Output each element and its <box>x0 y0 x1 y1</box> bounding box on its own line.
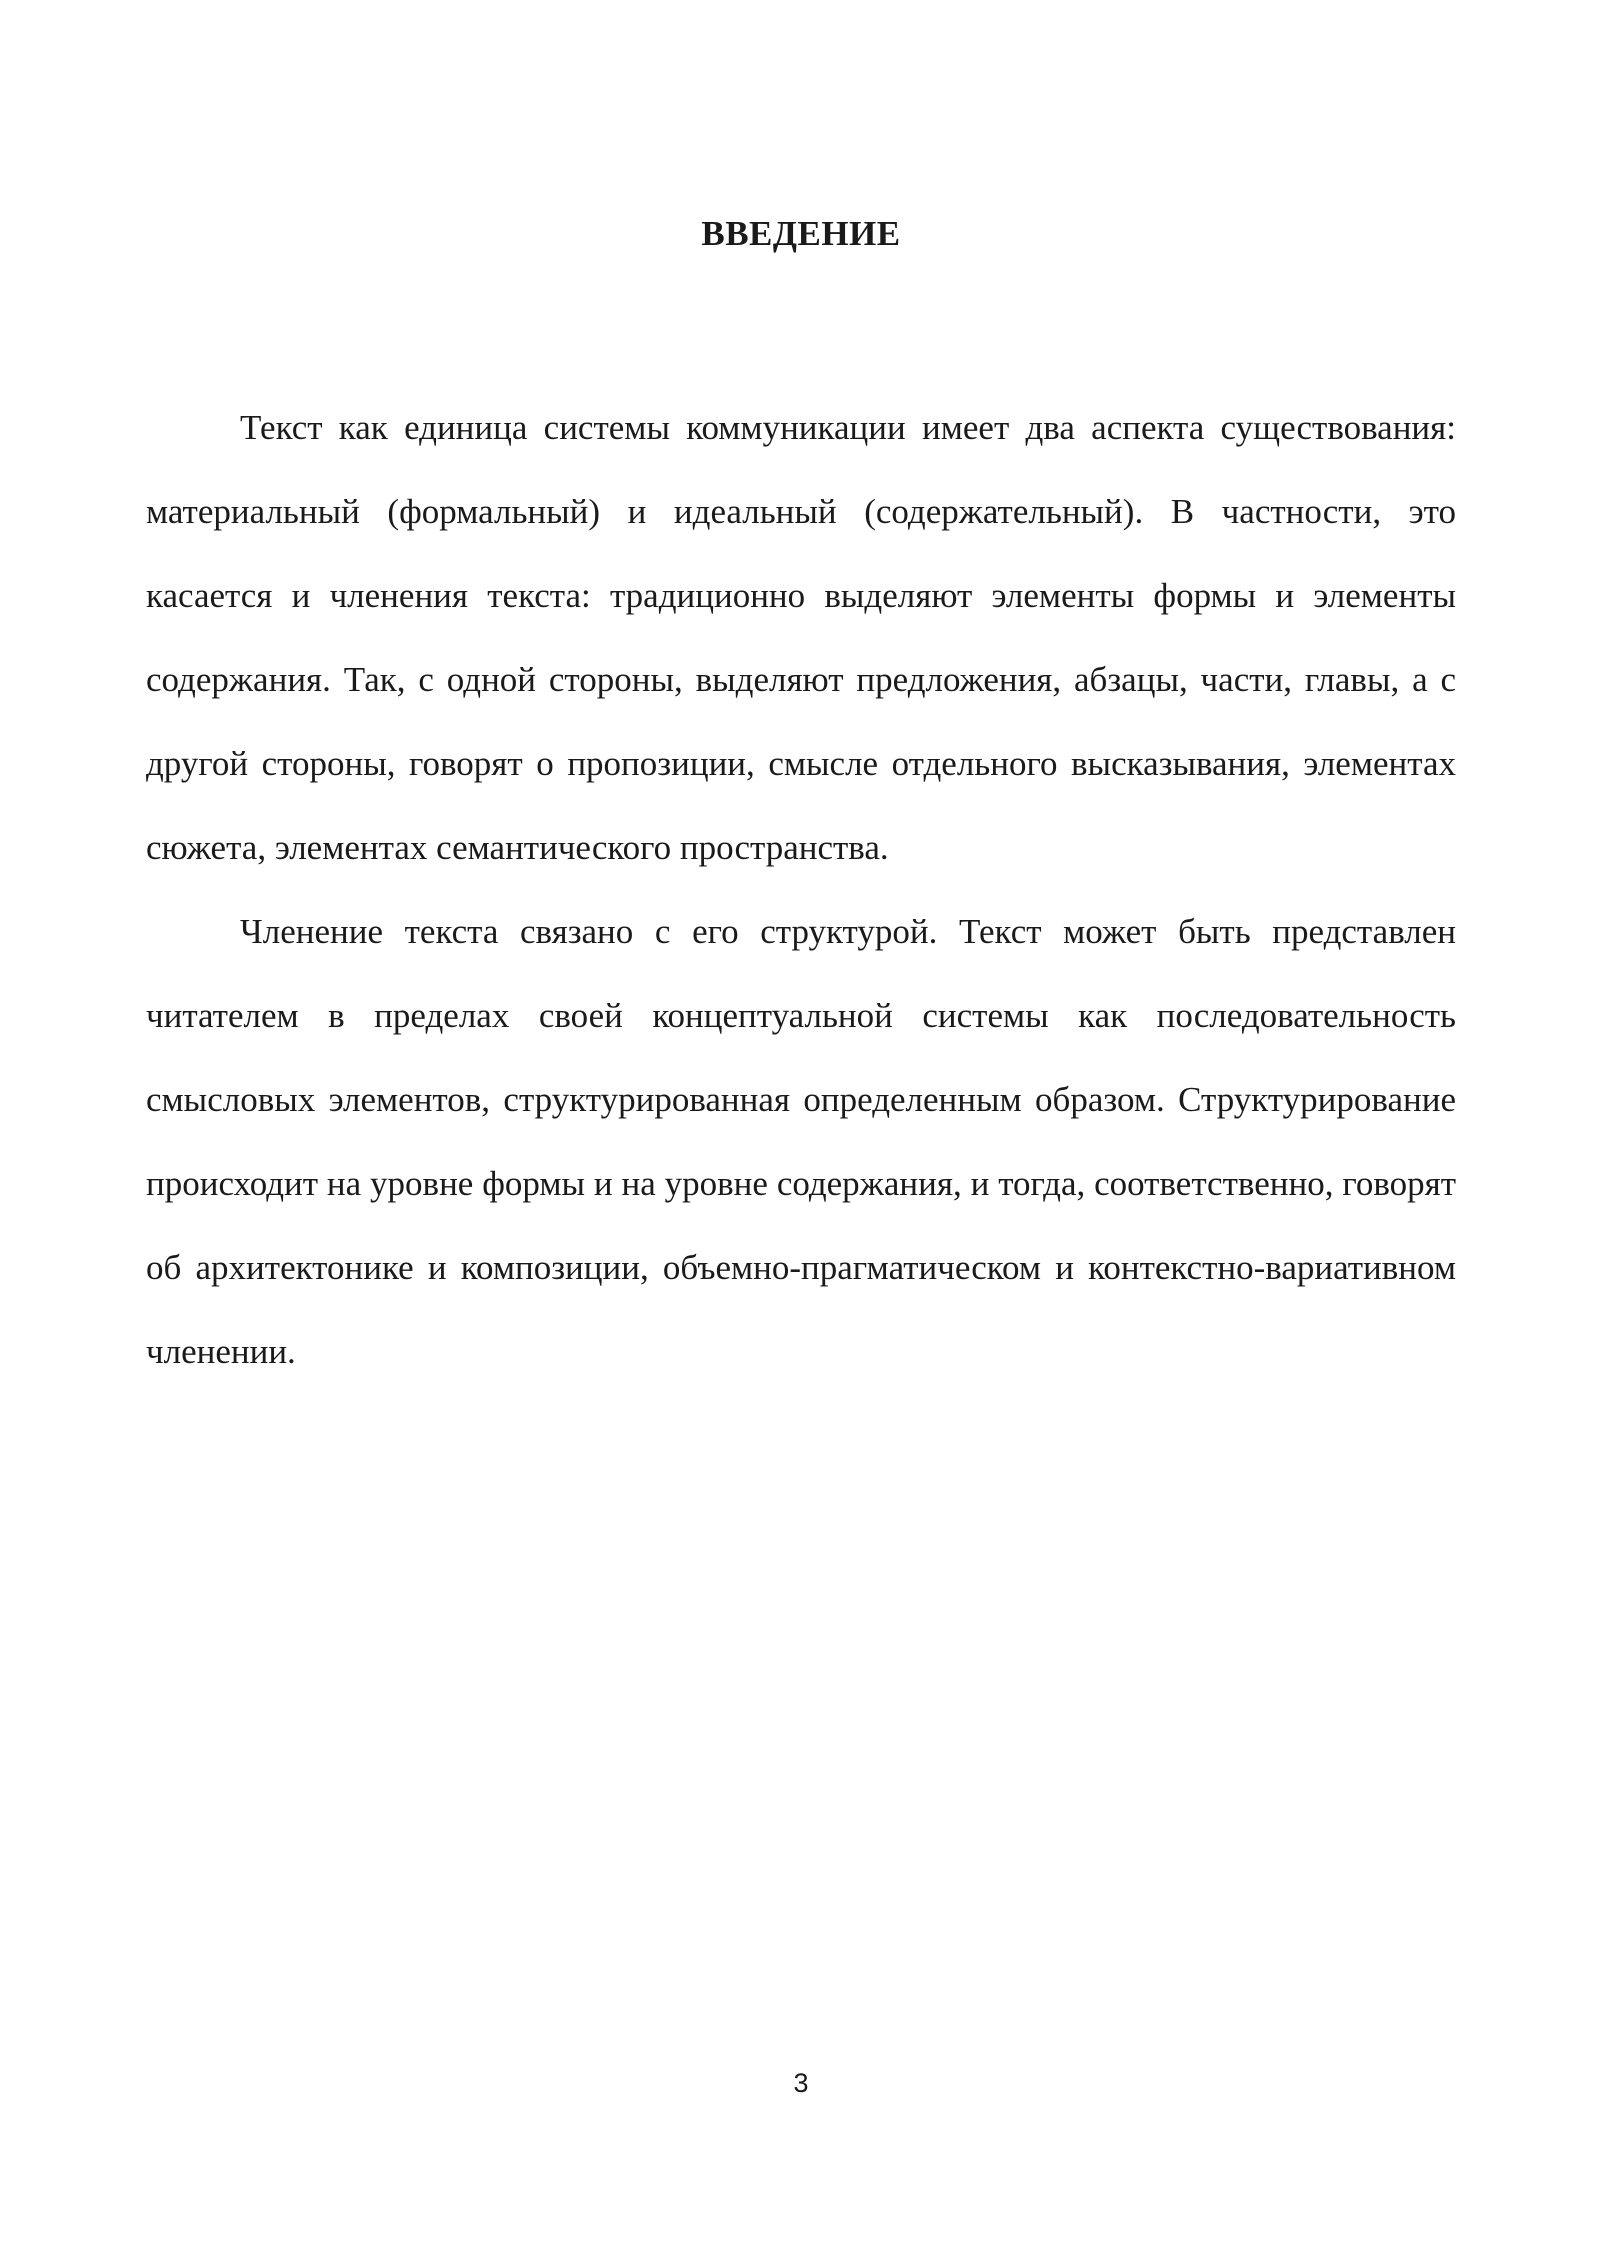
page-number: 3 <box>793 2068 809 2098</box>
body-text <box>146 386 1456 1394</box>
page-title: ВВЕДЕНИЕ <box>701 214 901 253</box>
paragraph-2: Членение текста связано с его структурой. Текст может быть представлен читателем в пределах своей концептуальной системы как последовательность смысловых элементов, структурированная определенным образом. Структурирование происходит на уровне формы и на уровне содержания, и тогда, соответственно, говорят об архитектонике и композиции, объемно-прагматическом и контекстно-вариативном членении. <box>146 912 1456 1371</box>
paragraph-1: Текст как единица системы коммуникации имеет два аспекта существования: материальный (формальный) и идеальный (содержательный). В частности, это касается и членения текста: традиционно выделяют элементы формы и элементы содержания. Так, с одной стороны, выделяют предложения, абзацы, части, главы, а с другой стороны, говорят о пропозиции, смысле отдельного высказывания, элементах сюжета, элементах семантического пространства. <box>146 408 1456 867</box>
